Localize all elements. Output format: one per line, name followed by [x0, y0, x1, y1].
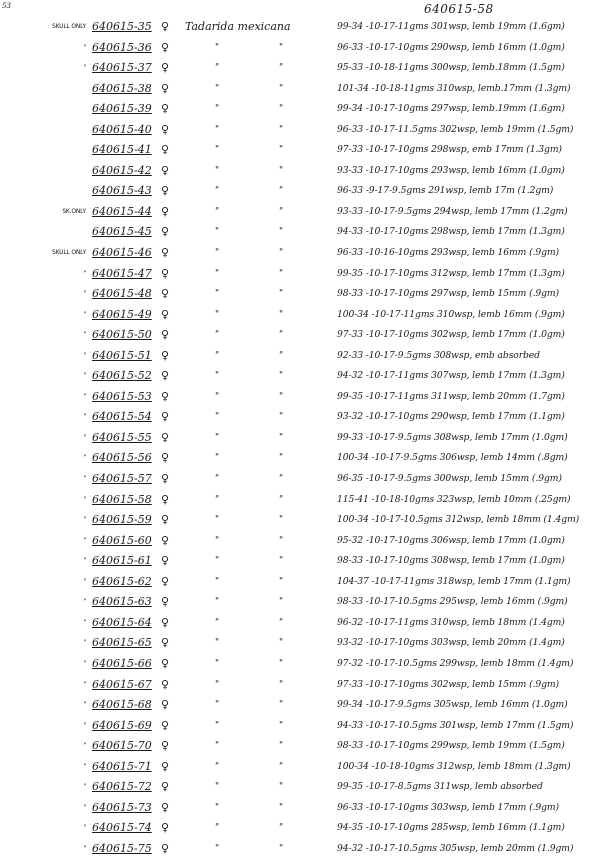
catalog-number: 640615-72 — [92, 780, 152, 794]
catalog-number: 640615-41 — [92, 143, 152, 157]
preparation-note: " — [83, 557, 86, 565]
preparation-note: " — [83, 495, 86, 503]
specimen-row — [0, 161, 600, 182]
catalog-number: 640615-67 — [92, 677, 152, 691]
catalog-number: 640615-58 — [92, 492, 152, 506]
preparation-note: " — [83, 433, 86, 441]
catalog-number: 640615-65 — [92, 636, 152, 650]
locality-ditto: " — [279, 638, 284, 649]
species-ditto: " — [215, 42, 220, 53]
measurements: 94-33 -10-17-10.5gms 301wsp, lemb 17mm (1.5gm) — [337, 719, 574, 731]
measurements: 100-34 -10-17-11gms 310wsp, lemb 16mm (.9gm) — [337, 308, 565, 320]
specimen-row — [0, 510, 600, 531]
sex-symbol: ♀ — [161, 122, 170, 136]
catalog-number: 640615-45 — [92, 225, 152, 239]
locality-ditto: " — [279, 556, 284, 567]
measurements: 93-33 -10-17-9.5gms 294wsp, lemb 17mm (1.2gm) — [337, 205, 568, 217]
catalog-number: 640615-48 — [92, 287, 152, 301]
locality-ditto: " — [279, 658, 284, 669]
catalog-number: 640615-38 — [92, 81, 152, 95]
measurements: 95-32 -10-17-10gms 306wsp, lemb 17mm (1.0gm) — [337, 534, 565, 546]
preparation-note: " — [83, 742, 86, 750]
species-ditto: " — [215, 104, 220, 115]
sex-symbol: ♀ — [161, 677, 170, 691]
catalog-number: 640615-36 — [92, 40, 152, 54]
specimen-row — [0, 325, 600, 346]
sex-symbol: ♀ — [161, 143, 170, 157]
species-ditto: " — [215, 63, 220, 74]
specimen-row — [0, 798, 600, 819]
sex-symbol: ♀ — [161, 574, 170, 588]
measurements: 96-33 -10-17-11.5gms 302wsp, lemb 19mm (1.5gm) — [337, 123, 574, 135]
measurements: 98-33 -10-17-10gms 308wsp, lemb 17mm (1.0gm) — [337, 555, 565, 567]
measurements: 96-33 -10-16-10gms 293wsp, lemb 16mm (.9gm) — [337, 247, 560, 259]
measurements: 100-34 -10-18-10gms 312wsp, lemb 18mm (1.3gm) — [337, 760, 571, 772]
sex-symbol: ♀ — [161, 102, 170, 116]
specimen-row — [0, 264, 600, 285]
catalog-number: 640615-61 — [92, 554, 152, 568]
catalog-number: 640615-70 — [92, 739, 152, 753]
sex-symbol: ♀ — [161, 348, 170, 362]
page-header: 640615-58 — [424, 2, 494, 16]
locality-ditto: " — [279, 597, 284, 608]
preparation-note: " — [83, 598, 86, 606]
measurements: 93-32 -10-17-10gms 303wsp, lemb 20mm (1.4gm) — [337, 637, 565, 649]
measurements: 115-41 -10-18-10gms 323wsp, lemb 10mm (.25gm) — [337, 493, 571, 505]
measurements: 96-33 -10-17-10gms 290wsp, lemb 16mm (1.0gm) — [337, 41, 565, 53]
sex-symbol: ♀ — [161, 369, 170, 383]
locality-ditto: " — [279, 289, 284, 300]
sex-symbol: ♀ — [161, 287, 170, 301]
measurements: 94-32 -10-17-10.5gms 305wsp, lemb 20mm (1.9gm) — [337, 842, 574, 854]
species-ditto: " — [215, 782, 220, 793]
catalog-number: 640615-57 — [92, 472, 152, 486]
sex-symbol: ♀ — [161, 20, 170, 33]
sex-symbol: ♀ — [161, 225, 170, 239]
catalog-number: 640615-37 — [92, 61, 152, 75]
locality-ditto: " — [279, 741, 284, 752]
locality-ditto: " — [279, 720, 284, 731]
preparation-note: " — [83, 64, 86, 72]
sex-symbol: ♀ — [161, 615, 170, 629]
locality-ditto: " — [279, 474, 284, 485]
sex-symbol: ♀ — [161, 739, 170, 753]
specimen-row — [0, 572, 600, 593]
measurements: 98-33 -10-17-10gms 297wsp, lemb 15mm (.9gm) — [337, 288, 560, 300]
catalog-number: 640615-51 — [92, 348, 152, 362]
species-ditto: " — [215, 823, 220, 834]
catalog-number: 640615-50 — [92, 328, 152, 342]
sex-symbol: ♀ — [161, 780, 170, 794]
species-ditto: " — [215, 330, 220, 341]
preparation-note: " — [83, 721, 86, 729]
species-ditto: " — [215, 761, 220, 772]
locality-ditto: " — [279, 412, 284, 423]
preparation-note: " — [83, 43, 86, 51]
species-ditto: " — [215, 638, 220, 649]
species-ditto: " — [215, 843, 220, 854]
species-ditto: " — [215, 453, 220, 464]
preparation-note: " — [83, 659, 86, 667]
preparation-note: " — [83, 762, 86, 770]
locality-ditto: " — [279, 617, 284, 628]
species-ditto: " — [215, 309, 220, 320]
locality-ditto: " — [279, 391, 284, 402]
sex-symbol: ♀ — [161, 656, 170, 670]
species-ditto: " — [215, 268, 220, 279]
specimen-row — [0, 592, 600, 613]
species-ditto: " — [215, 679, 220, 690]
measurements: 100-34 -10-17-9.5gms 306wsp, lemb 14mm (.8gm) — [337, 452, 568, 464]
measurements: 96-33 -10-17-10gms 303wsp, lemb 17mm (.9gm) — [337, 801, 560, 813]
preparation-note: " — [83, 269, 86, 277]
sex-symbol: ♀ — [161, 184, 170, 198]
measurements: 97-33 -10-17-10gms 298wsp, emb 17mm (1.3gm) — [337, 144, 562, 156]
species-ditto: " — [215, 83, 220, 94]
sex-symbol: ♀ — [161, 472, 170, 486]
specimen-row — [0, 58, 600, 79]
locality-ditto: " — [279, 206, 284, 217]
preparation-note: " — [83, 454, 86, 462]
species-ditto: " — [215, 617, 220, 628]
measurements: 97-33 -10-17-10gms 302wsp, lemb 15mm (.9gm) — [337, 678, 560, 690]
specimen-row — [0, 202, 600, 223]
species-ditto: " — [215, 206, 220, 217]
measurements: 95-33 -10-18-11gms 300wsp, lemb.18mm (1.5gm) — [337, 62, 565, 74]
specimen-row — [0, 777, 600, 798]
preparation-note: " — [83, 516, 86, 524]
species-name: Tadarida mexicana — [185, 20, 291, 33]
measurements: 96-32 -10-17-11gms 310wsp, lemb 18mm (1.4gm) — [337, 616, 565, 628]
measurements: 99-35 -10-17-8.5gms 311wsp, lemb absorbed — [337, 781, 543, 793]
specimen-row — [0, 99, 600, 120]
catalog-number: 640615-52 — [92, 369, 152, 383]
preparation-note: " — [83, 331, 86, 339]
preparation-note: " — [83, 824, 86, 832]
measurements: 96-35 -10-17-9.5gms 300wsp, lemb 15mm (.9gm) — [337, 473, 562, 485]
specimen-row — [0, 818, 600, 839]
species-ditto: " — [215, 576, 220, 587]
locality-ditto: " — [279, 330, 284, 341]
measurements: 96-33 -9-17-9.5gms 291wsp, lemb 17m (1.2gm) — [337, 185, 554, 197]
specimen-row — [0, 346, 600, 367]
catalog-number: 640615-68 — [92, 698, 152, 712]
catalog-number: 640615-49 — [92, 307, 152, 321]
sex-symbol: ♀ — [161, 698, 170, 712]
locality-ditto: " — [279, 515, 284, 526]
measurements: 94-33 -10-17-10gms 298wsp, lemb 17mm (1.3gm) — [337, 226, 565, 238]
species-ditto: " — [215, 186, 220, 197]
measurements: 99-33 -10-17-9.5gms 308wsp, lemb 17mm (1.0gm) — [337, 431, 568, 443]
species-ditto: " — [215, 248, 220, 259]
species-ditto: " — [215, 700, 220, 711]
locality-ditto: " — [279, 371, 284, 382]
specimen-row — [0, 448, 600, 469]
catalog-number: 640615-42 — [92, 163, 152, 177]
species-ditto: " — [215, 371, 220, 382]
locality-ditto: " — [279, 186, 284, 197]
locality-ditto: " — [279, 843, 284, 854]
specimen-row — [0, 140, 600, 161]
preparation-note: " — [83, 577, 86, 585]
sex-symbol: ♀ — [161, 492, 170, 506]
specimen-row — [0, 428, 600, 449]
locality-ditto: " — [279, 802, 284, 813]
corner-mark: 53 — [2, 2, 11, 10]
sex-symbol: ♀ — [161, 759, 170, 773]
preparation-note: " — [83, 310, 86, 318]
species-ditto: " — [215, 350, 220, 361]
locality-ditto: " — [279, 248, 284, 259]
catalog-number: 640615-73 — [92, 800, 152, 814]
sex-symbol: ♀ — [161, 533, 170, 547]
specimen-row — [0, 695, 600, 716]
specimen-row — [0, 654, 600, 675]
sex-symbol: ♀ — [161, 841, 170, 855]
catalog-number: 640615-54 — [92, 410, 152, 424]
species-ditto: " — [215, 494, 220, 505]
catalog-number: 640615-35 — [92, 20, 152, 33]
measurements: 101-34 -10-18-11gms 310wsp, lemb.17mm (1.3gm) — [337, 82, 571, 94]
preparation-note: " — [83, 680, 86, 688]
measurements: 92-33 -10-17-9.5gms 308wsp, emb absorbed — [337, 349, 540, 361]
sex-symbol: ♀ — [161, 307, 170, 321]
specimen-row — [0, 531, 600, 552]
preparation-note: " — [83, 803, 86, 811]
sex-symbol: ♀ — [161, 821, 170, 835]
locality-ditto: " — [279, 124, 284, 135]
locality-ditto: " — [279, 679, 284, 690]
locality-ditto: " — [279, 268, 284, 279]
species-ditto: " — [215, 412, 220, 423]
sex-symbol: ♀ — [161, 554, 170, 568]
catalog-number: 640615-39 — [92, 102, 152, 116]
sex-symbol: ♀ — [161, 266, 170, 280]
catalog-number: 640615-60 — [92, 533, 152, 547]
specimen-row — [0, 736, 600, 757]
sex-symbol: ♀ — [161, 40, 170, 54]
measurements: 99-34 -10-17-9.5gms 305wsp, lemb 16mm (1.0gm) — [337, 699, 568, 711]
measurements: 99-35 -10-17-10gms 312wsp, lemb 17mm (1.3gm) — [337, 267, 565, 279]
specimen-row — [0, 305, 600, 326]
sex-symbol: ♀ — [161, 718, 170, 732]
specimen-row — [0, 551, 600, 572]
preparation-note: SKULL ONLY — [52, 23, 86, 30]
species-ditto: " — [215, 556, 220, 567]
catalog-number: 640615-40 — [92, 122, 152, 136]
catalog-number: 640615-59 — [92, 513, 152, 527]
sex-symbol: ♀ — [161, 410, 170, 424]
measurements: 99-35 -10-17-11gms 311wsp, lemb 20mm (1.7gm) — [337, 390, 565, 402]
specimen-row — [0, 675, 600, 696]
sex-symbol: ♀ — [161, 163, 170, 177]
locality-ditto: " — [279, 700, 284, 711]
catalog-number: 640615-62 — [92, 574, 152, 588]
locality-ditto: " — [279, 63, 284, 74]
species-ditto: " — [215, 165, 220, 176]
species-ditto: " — [215, 124, 220, 135]
measurements: 99-34 -10-17-11gms 301wsp, lemb 19mm (1.6gm) — [337, 21, 565, 32]
locality-ditto: " — [279, 42, 284, 53]
locality-ditto: " — [279, 535, 284, 546]
catalog-number: 640615-56 — [92, 451, 152, 465]
species-ditto: " — [215, 227, 220, 238]
measurements: 98-33 -10-17-10gms 299wsp, lemb 19mm (1.5gm) — [337, 740, 565, 752]
specimen-row — [0, 38, 600, 59]
locality-ditto: " — [279, 494, 284, 505]
catalog-number: 640615-74 — [92, 821, 152, 835]
locality-ditto: " — [279, 227, 284, 238]
species-ditto: " — [215, 802, 220, 813]
measurements: 99-34 -10-17-10gms 297wsp, lemb.19mm (1.6gm) — [337, 103, 565, 115]
sex-symbol: ♀ — [161, 595, 170, 609]
specimen-row — [0, 716, 600, 737]
species-ditto: " — [215, 658, 220, 669]
specimen-row — [0, 490, 600, 511]
preparation-note: " — [83, 392, 86, 400]
specimen-row — [0, 120, 600, 141]
preparation-note: " — [83, 639, 86, 647]
sex-symbol: ♀ — [161, 389, 170, 403]
specimen-list — [0, 17, 600, 859]
species-ditto: " — [215, 432, 220, 443]
specimen-row — [0, 469, 600, 490]
sex-symbol: ♀ — [161, 246, 170, 260]
sex-symbol: ♀ — [161, 328, 170, 342]
measurements: 94-35 -10-17-10gms 285wsp, lemb 16mm (1.1gm) — [337, 822, 565, 834]
measurements: 93-32 -10-17-10gms 290wsp, lemb 17mm (1.1gm) — [337, 411, 565, 423]
preparation-note: " — [83, 844, 86, 852]
specimen-row — [0, 222, 600, 243]
specimen-row — [0, 613, 600, 634]
locality-ditto: " — [279, 782, 284, 793]
preparation-note: " — [83, 783, 86, 791]
sex-symbol: ♀ — [161, 451, 170, 465]
specimen-row — [0, 407, 600, 428]
locality-ditto: " — [279, 165, 284, 176]
catalog-number: 640615-69 — [92, 718, 152, 732]
sex-symbol: ♀ — [161, 204, 170, 218]
locality-ditto: " — [279, 453, 284, 464]
locality-ditto: " — [279, 432, 284, 443]
sex-symbol: ♀ — [161, 513, 170, 527]
preparation-note: " — [83, 536, 86, 544]
measurements: 94-32 -10-17-11gms 307wsp, lemb 17mm (1.3gm) — [337, 370, 565, 382]
specimen-row — [0, 366, 600, 387]
species-ditto: " — [215, 720, 220, 731]
specimen-row — [0, 79, 600, 100]
preparation-note: " — [83, 475, 86, 483]
locality-ditto: " — [279, 576, 284, 587]
catalog-number: 640615-55 — [92, 430, 152, 444]
specimen-row — [0, 633, 600, 654]
catalog-number: 640615-44 — [92, 204, 152, 218]
specimen-row — [0, 17, 600, 38]
species-ditto: " — [215, 597, 220, 608]
specimen-row — [0, 284, 600, 305]
sex-symbol: ♀ — [161, 81, 170, 95]
preparation-note: " — [83, 701, 86, 709]
catalog-number: 640615-71 — [92, 759, 152, 773]
catalog-number: 640615-75 — [92, 841, 152, 855]
locality-ditto: " — [279, 823, 284, 834]
preparation-note: " — [83, 351, 86, 359]
measurements: 100-34 -10-17-10.5gms 312wsp, lemb 18mm (1.4gm) — [337, 514, 580, 526]
sex-symbol: ♀ — [161, 800, 170, 814]
species-ditto: " — [215, 289, 220, 300]
specimen-row — [0, 387, 600, 408]
sex-symbol: ♀ — [161, 430, 170, 444]
specimen-row — [0, 181, 600, 202]
preparation-note: " — [83, 290, 86, 298]
preparation-note: " — [83, 372, 86, 380]
preparation-note: " — [83, 618, 86, 626]
locality-ditto: " — [279, 104, 284, 115]
catalog-number: 640615-46 — [92, 246, 152, 260]
locality-ditto: " — [279, 350, 284, 361]
locality-ditto: " — [279, 309, 284, 320]
catalog-number: 640615-64 — [92, 615, 152, 629]
measurements: 93-33 -10-17-10gms 293wsp, lemb 16mm (1.0gm) — [337, 164, 565, 176]
catalog-number: 640615-47 — [92, 266, 152, 280]
measurements: 104-37 -10-17-11gms 318wsp, lemb 17mm (1.1gm) — [337, 575, 571, 587]
species-ditto: " — [215, 474, 220, 485]
preparation-note: " — [83, 413, 86, 421]
catalog-number: 640615-43 — [92, 184, 152, 198]
sex-symbol: ♀ — [161, 61, 170, 75]
catalog-number: 640615-66 — [92, 656, 152, 670]
species-ditto: " — [215, 145, 220, 156]
catalog-number: 640615-63 — [92, 595, 152, 609]
measurements: 97-32 -10-17-10.5gms 299wsp, lemb 18mm (1.4gm) — [337, 657, 574, 669]
species-ditto: " — [215, 535, 220, 546]
specimen-row — [0, 839, 600, 859]
catalog-number: 640615-53 — [92, 389, 152, 403]
locality-ditto: " — [279, 761, 284, 772]
species-ditto: " — [215, 515, 220, 526]
preparation-note: SKULL ONLY — [52, 249, 86, 257]
locality-ditto: " — [279, 83, 284, 94]
preparation-note: SK.ONLY — [62, 207, 86, 215]
sex-symbol: ♀ — [161, 636, 170, 650]
specimen-row — [0, 757, 600, 778]
measurements: 98-33 -10-17-10.5gms 295wsp, lemb 16mm (.9gm) — [337, 596, 568, 608]
specimen-row — [0, 243, 600, 264]
species-ditto: " — [215, 391, 220, 402]
locality-ditto: " — [279, 145, 284, 156]
species-ditto: " — [215, 741, 220, 752]
measurements: 97-33 -10-17-10gms 302wsp, lemb 17mm (1.0gm) — [337, 329, 565, 341]
